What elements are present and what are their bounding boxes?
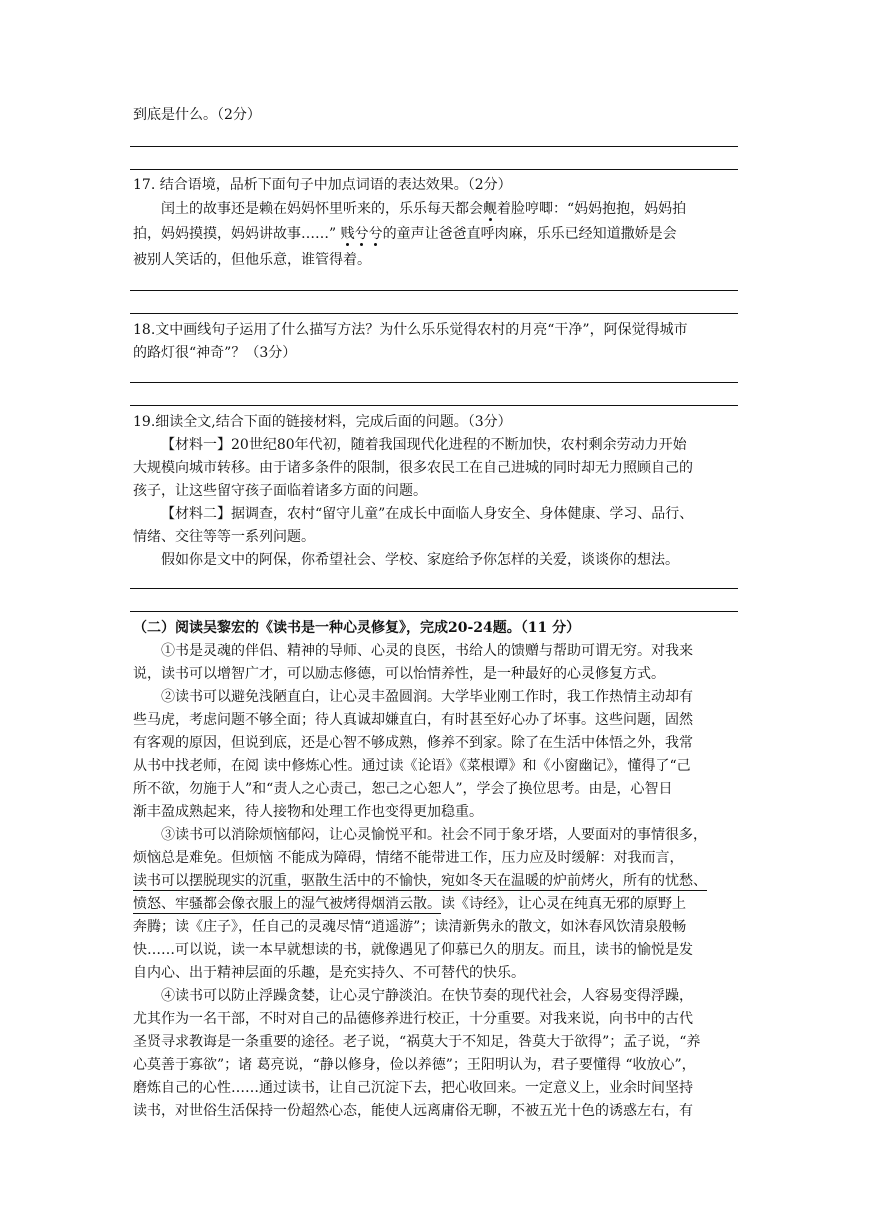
- para-3-line-3: [133, 872, 737, 890]
- q19-prompt: 19.细读全文,结合下面的链接材料，完成后面的问题。（3分）: [133, 414, 512, 430]
- para-3-line-4: [133, 895, 737, 913]
- text: 着脸哼唧：“妈妈抱抱，妈妈拍: [497, 201, 687, 217]
- para-2-line-6: 渐丰盈成熟起来，待人接物和处理工作也变得更加稳重。: [133, 804, 483, 820]
- para-4-line-2: 尤其作为一名干部，不时对自己的品德修养进行校正，十分重要。对我来说，向书中的古代: [133, 1011, 693, 1027]
- answer-line: [130, 313, 738, 314]
- answer-line: [130, 169, 738, 170]
- para-2-line-2: 些马虎，考虑问题不够全面；待人真诚却嫌直白，有时甚至好心办了坏事。这些问题，固然: [133, 712, 693, 728]
- para-4-line-6: 读书，对世俗生活保持一份超然心态，能使人远离庸俗无聊，不被五光十色的诱惑左右，有: [133, 1103, 693, 1119]
- underlined-sentence: 读书可以摆脱现实的沉重，驱散生活中的不愉快，宛如冬天在温暖的炉前烤火，所有的忧愁、: [133, 873, 707, 889]
- para-3-line-6: 快……可以说，读一本早就想读的书，就像遇见了仰慕已久的朋友。而且，读书的愉悦是发: [133, 942, 693, 958]
- answer-line: [130, 382, 738, 383]
- q17-quote-line-1: [161, 200, 765, 218]
- q17-prompt: 17. 结合语境，品析下面句子中加点词语的表达效果。（2分）: [133, 177, 512, 193]
- text: 闰土的故事还是赖在妈妈怀里听来的，乐乐每天都会: [161, 201, 483, 217]
- text: 读《诗经》，让心灵在纯真无邪的原野上: [441, 896, 686, 912]
- text: 的童声让爸爸直呼肉麻，乐乐已经知道撒娇是会: [382, 226, 677, 242]
- para-2-line-1: ②读书可以避免浅陋直白，让心灵丰盈圆润。大学毕业刚工作时，我工作热情主动却有: [161, 689, 693, 705]
- para-2-line-5: 所不欲，勿施于人”和“责人之心责己，恕己之心恕人”，学会了换位思考。由是，心智日: [133, 781, 673, 797]
- material-1-line-1: 【材料一】20世纪80年代初，随着我国现代化进程的不断加快，农村剩余劳动力开始: [161, 437, 687, 453]
- para-3-line-5: 奔腾；读《庄子》，任自己的灵魂尽情“逍遥游”；读清新隽永的散文，如沐春风饮清泉般畅: [133, 919, 687, 935]
- dotted-word: 觍: [483, 201, 497, 217]
- para-1-line-1: ①书是灵魂的伴侣、精神的导师、心灵的良医，书给人的馈赠与帮助可谓无穷。对我来: [161, 643, 693, 659]
- underlined-sentence: 愤怒、牢骚都会像衣服上的湿气被烤得烟消云散。: [133, 896, 441, 912]
- answer-line: [130, 146, 738, 147]
- material-2-line-1: 【材料二】据调查，农村“留守儿童”在成长中面临人身安全、身体健康、学习、品行、: [161, 506, 694, 522]
- answer-line: [130, 588, 738, 589]
- para-2-line-4: 从书中找老师，在阅 读中修炼心性。通过读《论语》《菜根谭》和《小窗幽记》，懂得了“己: [133, 758, 691, 774]
- answer-line: [130, 611, 738, 612]
- answer-line: [130, 290, 738, 291]
- para-4-line-5: 磨炼自己的心性……通过读书，让自己沉淀下去，把心收回来。一定意义上，业余时间坚持: [133, 1080, 693, 1096]
- para-3-line-2: 烦恼总是难免。但烦恼 不能成为障碍，情绪不能带进工作，压力应及时缓解：对我而言，: [133, 850, 684, 866]
- para-2-line-3: 有客观的原因，但说到底，还是心智不够成熟，修养不到家。除了在生活中体悟之外，我常: [133, 735, 693, 751]
- para-4-line-4: 心莫善于寡欲”；诸 葛亮说，“静以修身，俭以养德”；王阳明认为，君子要懂得 “收放心”，: [133, 1057, 696, 1073]
- q17-quote-line-2: [133, 225, 737, 243]
- text: 拍，妈妈摸摸，妈妈讲故事……”: [133, 226, 341, 242]
- q19-ask: 假如你是文中的阿保，你希望社会、学校、家庭给予你怎样的关爱，谈谈你的想法。: [161, 552, 679, 568]
- q16-tail: 到底是什么。（2分）: [133, 107, 261, 123]
- para-3-line-1: ③读书可以消除烦恼郁闷，让心灵愉悦平和。社会不同于象牙塔，人要面对的事情很多，: [161, 827, 707, 843]
- material-1-line-2: 大规模向城市转移。由于诸多条件的限制，很多农民工在自己进城的同时却无力照顾自己的: [133, 460, 693, 476]
- dotted-word: 兮: [368, 226, 383, 242]
- para-3-line-7: 自内心、出于精神层面的乐趣，是充实持久、不可替代的快乐。: [133, 965, 525, 981]
- q17-quote-line-3: 被别人笑话的，但他乐意，谁管得着。: [133, 252, 371, 268]
- q18-prompt-line-2: 的路灯很“神奇”？（3分）: [133, 345, 297, 361]
- section-2-heading: （二）阅读吴黎宏的《读书是一种心灵修复》，完成20-24题。（11 分）: [133, 620, 581, 636]
- para-1-line-2: 说，读书可以增智广才，可以励志修德，可以怡情养性，是一种最好的心灵修复方式。: [133, 666, 665, 682]
- dotted-word: 兮: [354, 226, 369, 242]
- material-1-line-3: 孩子，让这些留守孩子面临着诸多方面的问题。: [133, 483, 427, 499]
- para-4-line-1: ④读书可以防止浮躁贪婪，让心灵宁静淡泊。在快节奏的现代社会，人容易变得浮躁，: [161, 988, 693, 1004]
- answer-line: [130, 405, 738, 406]
- q18-prompt-line-1: 18.文中画线句子运用了什么描写方法？为什么乐乐觉得农村的月亮“干净”，阿保觉得城市: [133, 322, 688, 338]
- para-4-line-3: 圣贤寻求教诲是一条重要的途径。老子说，“祸莫大于不知足，咎莫大于欲得”；孟子说，“养: [133, 1034, 701, 1050]
- material-2-line-2: 情绪、交往等等一系列问题。: [133, 529, 315, 545]
- dotted-word: 贱: [340, 226, 355, 242]
